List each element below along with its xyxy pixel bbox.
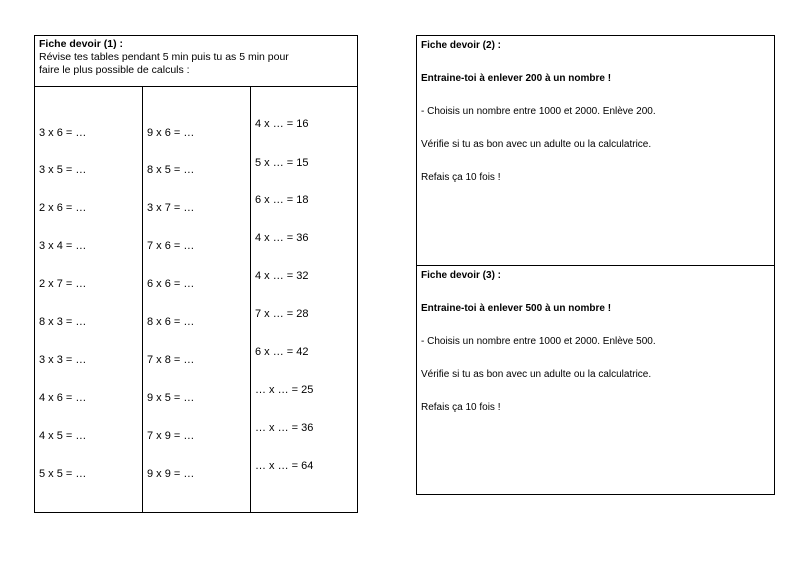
calc-item: 9 x 9 = … <box>147 468 195 480</box>
fiche-devoir-2 <box>416 35 775 266</box>
calc-item: 3 x 4 = … <box>39 240 87 252</box>
fiche-3-repeat: Refais ça 10 fois ! <box>421 402 501 413</box>
fiche-devoir-1 <box>34 35 358 513</box>
calc-item: 3 x 3 = … <box>39 354 87 366</box>
calc-item: 4 x … = 36 <box>255 232 309 244</box>
calc-item: 3 x 6 = … <box>39 127 87 139</box>
calc-column-2 <box>142 87 251 512</box>
calc-item: 4 x … = 16 <box>255 118 309 130</box>
fiche-3-heading: Entraine-toi à enlever 500 à un nombre ! <box>421 303 612 314</box>
calc-item: 5 x 5 = … <box>39 468 87 480</box>
calc-item: 6 x 6 = … <box>147 278 195 290</box>
fiche-3-check: Vérifie si tu as bon avec un adulte ou la calculatrice. <box>421 369 652 380</box>
fiche-2-title: Fiche devoir (2) : <box>421 40 502 51</box>
fiche-1-title: Fiche devoir (1) : <box>39 38 124 50</box>
calc-item: 6 x … = 18 <box>255 194 309 206</box>
calc-item: 4 x … = 32 <box>255 270 309 282</box>
calc-item: 7 x 8 = … <box>147 354 195 366</box>
fiche-3-title: Fiche devoir (3) : <box>421 270 502 281</box>
calc-item: 3 x 5 = … <box>39 164 87 176</box>
fiche-1-instruction-line-1: Révise tes tables pendant 5 min puis tu as 5 min pour <box>39 51 289 63</box>
calc-item: … x … = 25 <box>255 384 314 396</box>
calculation-grid <box>35 87 357 512</box>
calc-item: 9 x 6 = … <box>147 127 195 139</box>
fiche-1-instruction-line-2: faire le plus possible de calculs : <box>39 64 190 76</box>
calc-item: 2 x 7 = … <box>39 278 87 290</box>
calc-column-3 <box>250 87 358 512</box>
fiche-3-step: - Choisis un nombre entre 1000 et 2000. Enlève 500. <box>421 336 656 347</box>
fiche-2-repeat: Refais ça 10 fois ! <box>421 172 501 183</box>
fiche-devoir-3 <box>416 265 775 495</box>
calc-item: 7 x … = 28 <box>255 308 309 320</box>
calc-item: 6 x … = 42 <box>255 346 309 358</box>
calc-item: 2 x 6 = … <box>39 202 87 214</box>
calc-item: 3 x 7 = … <box>147 202 195 214</box>
calc-item: 4 x 6 = … <box>39 392 87 404</box>
calc-column-1 <box>35 87 142 512</box>
calc-item: 8 x 5 = … <box>147 164 195 176</box>
calc-item: … x … = 36 <box>255 422 314 434</box>
fiche-2-step: - Choisis un nombre entre 1000 et 2000. Enlève 200. <box>421 106 656 117</box>
fiche-2-check: Vérifie si tu as bon avec un adulte ou la calculatrice. <box>421 139 652 150</box>
fiche-2-heading: Entraine-toi à enlever 200 à un nombre ! <box>421 73 612 84</box>
calc-item: … x … = 64 <box>255 460 314 472</box>
calc-item: 8 x 6 = … <box>147 316 195 328</box>
calc-item: 7 x 6 = … <box>147 240 195 252</box>
calc-item: 7 x 9 = … <box>147 430 195 442</box>
fiche-1-header <box>35 36 357 87</box>
calc-item: 9 x 5 = … <box>147 392 195 404</box>
calc-item: 8 x 3 = … <box>39 316 87 328</box>
calc-item: 5 x … = 15 <box>255 157 309 169</box>
calc-item: 4 x 5 = … <box>39 430 87 442</box>
